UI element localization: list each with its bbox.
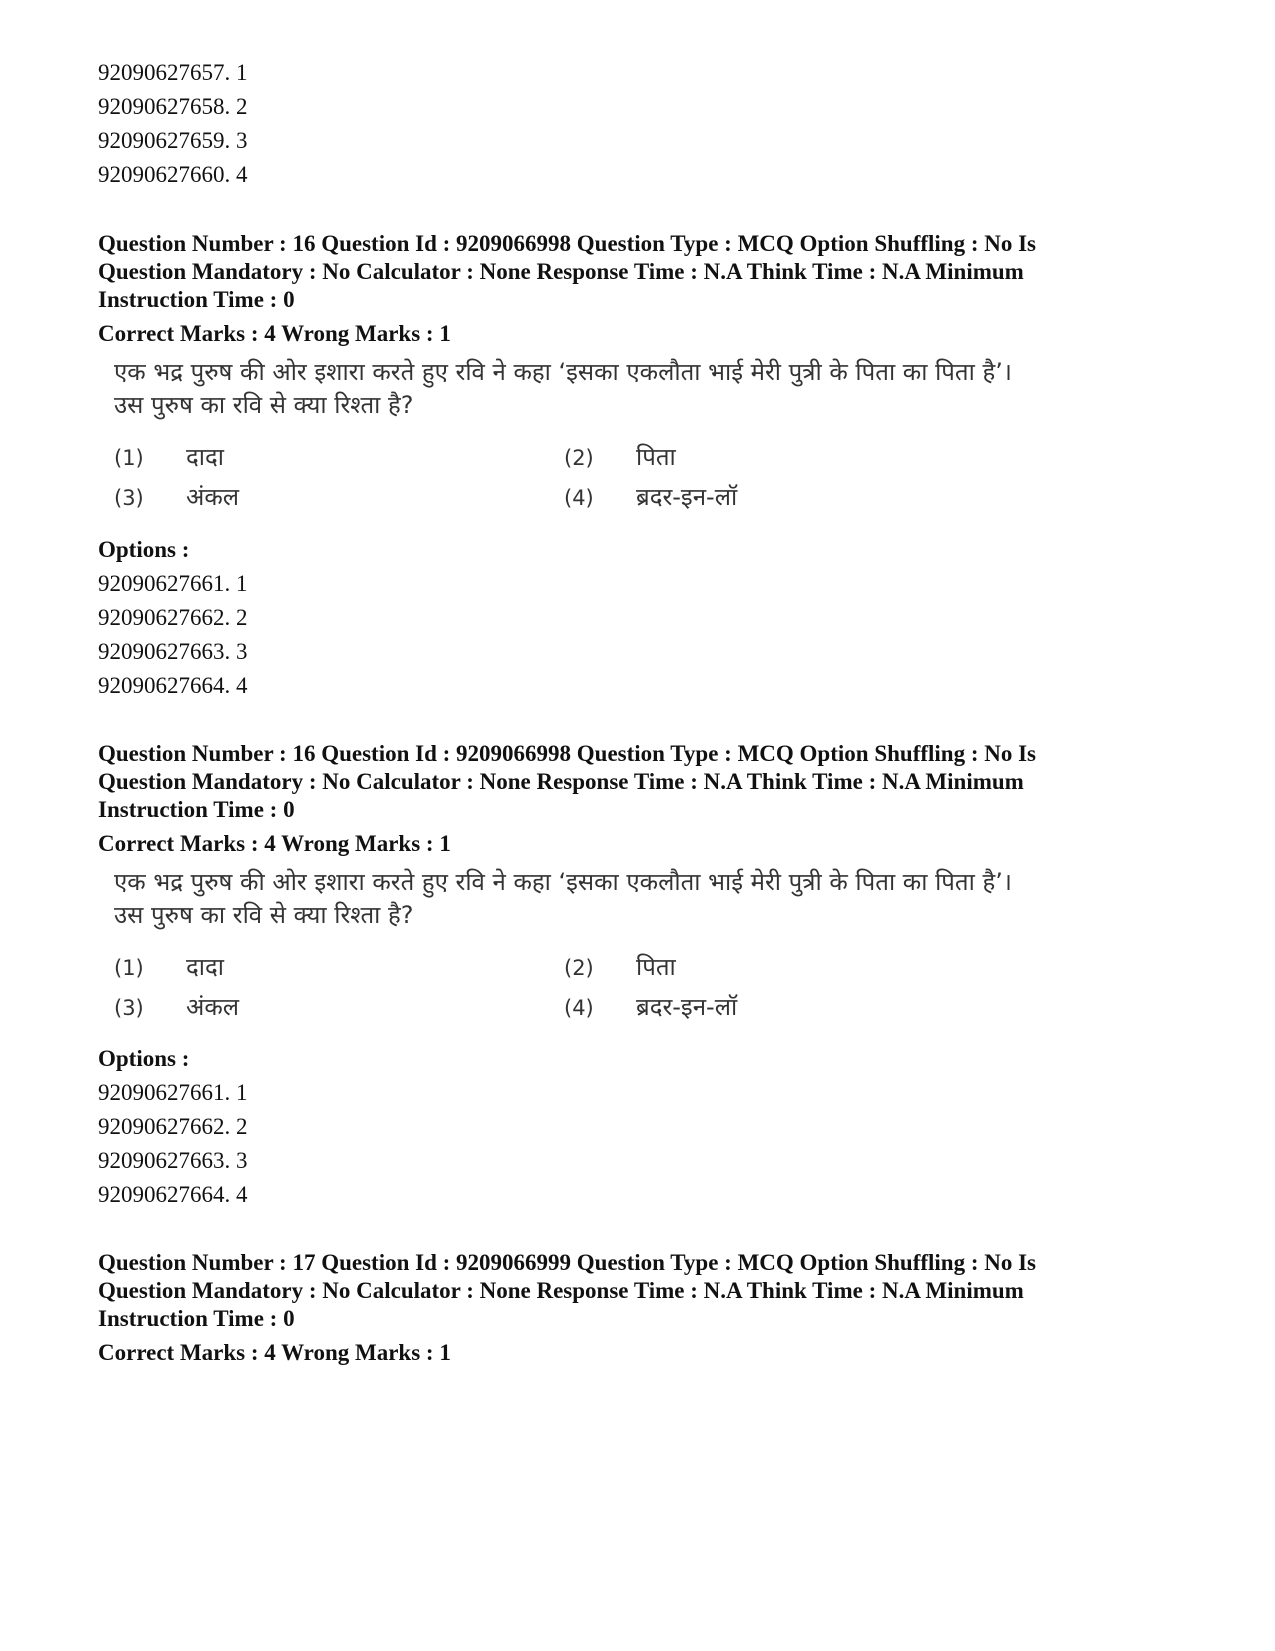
answer-choice: (1) दादा [114, 443, 224, 471]
option-line: 92090627662. 2 [98, 1114, 248, 1139]
question-marks: Correct Marks : 4 Wrong Marks : 1 [98, 1340, 451, 1365]
answer-choices [114, 950, 1114, 1040]
question-body-1 [114, 356, 1114, 530]
question-text-line2: उस पुरुष का रवि से क्या रिश्ता है? [114, 901, 414, 929]
option-line: 92090627662. 2 [98, 605, 248, 630]
answer-choice: (1) दादा [114, 953, 224, 981]
option-line: 92090627663. 3 [98, 1148, 248, 1173]
options-list-1 [98, 533, 1178, 703]
answer-choice: (3) अंकल [114, 993, 240, 1021]
question-meta: Question Number : 16 Question Id : 9209066998 Question Type : MCQ Option Shuffling : No Is Question Mandatory : No Calculator : None Response Time : N.A Think Time : N.A Minimum Instruction Time : 0 [98, 231, 1037, 312]
options-list-2 [98, 1042, 1178, 1212]
question-text-line1: एक भद्र पुरुष की ओर इशारा करते हुए रवि ने कहा ‘इसका एकलौता भाई मेरी पुत्री के पिता का पिता है’। [114, 868, 1012, 896]
option-line: 92090627664. 4 [98, 1182, 248, 1207]
answer-choice: (4) ब्रदर-इन-लॉ [564, 993, 738, 1021]
question-text-line2: उस पुरुष का रवि से क्या रिश्ता है? [114, 391, 414, 419]
answer-choices [114, 440, 1114, 530]
question-marks: Correct Marks : 4 Wrong Marks : 1 [98, 831, 451, 856]
option-line: 92090627658. 2 [98, 94, 248, 119]
answer-choice: (2) पिता [564, 443, 676, 471]
question-header-1 [98, 230, 1178, 348]
option-line: 92090627663. 3 [98, 639, 248, 664]
question-meta: Question Number : 16 Question Id : 9209066998 Question Type : MCQ Option Shuffling : No Is Question Mandatory : No Calculator : None Response Time : N.A Think Time : N.A Minimum Instruction Time : 0 [98, 741, 1037, 822]
option-line: 92090627657. 1 [98, 60, 248, 85]
question-text-line1: एक भद्र पुरुष की ओर इशारा करते हुए रवि ने कहा ‘इसका एकलौता भाई मेरी पुत्री के पिता का पिता है’। [114, 358, 1012, 386]
option-line: 92090627660. 4 [98, 162, 248, 187]
answer-choice: (2) पिता [564, 953, 676, 981]
answer-choice: (3) अंकल [114, 483, 240, 511]
top-options-list [98, 56, 1178, 192]
question-meta: Question Number : 17 Question Id : 9209066999 Question Type : MCQ Option Shuffling : No Is Question Mandatory : No Calculator : None Response Time : N.A Think Time : N.A Minimum Instruction Time : 0 [98, 1250, 1037, 1331]
question-body-2 [114, 866, 1114, 1040]
option-line: 92090627664. 4 [98, 673, 248, 698]
options-label: Options : [98, 1046, 190, 1071]
option-line: 92090627661. 1 [98, 1080, 248, 1105]
option-line: 92090627659. 3 [98, 128, 248, 153]
question-header-2 [98, 740, 1178, 858]
answer-choice: (4) ब्रदर-इन-लॉ [564, 483, 738, 511]
options-label: Options : [98, 537, 190, 562]
question-marks: Correct Marks : 4 Wrong Marks : 1 [98, 321, 451, 346]
option-line: 92090627661. 1 [98, 571, 248, 596]
question-header-3 [98, 1249, 1178, 1367]
